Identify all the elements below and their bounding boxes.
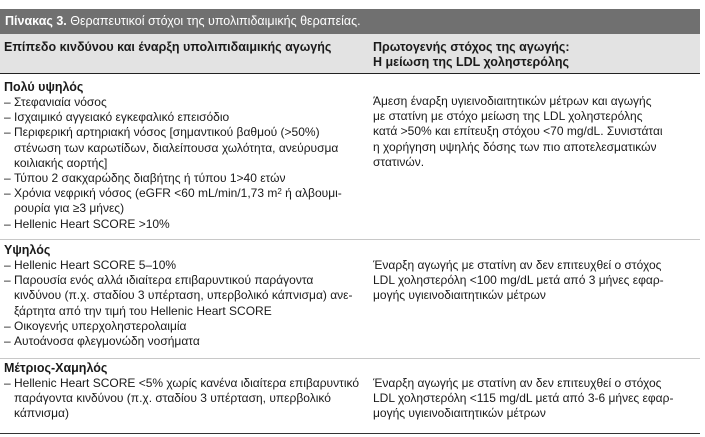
list-item: [4, 125, 364, 171]
list-item-text: – Hellenic Heart SCORE <5% χωρίς κανένα ιδιαίτερα επιβαρυντικό: [14, 376, 360, 390]
table-caption: [0, 9, 700, 34]
list-item-text: Στεφανιαία νόσος: [14, 95, 107, 109]
group-very-high-list: [4, 95, 364, 232]
list-item-text: παράγοντα κινδύνου (π.χ. σταδίου 3 υπέρταση, υπερβολικό: [14, 391, 331, 406]
group-title-very-high: Πολύ υψηλός: [4, 80, 84, 94]
table-header-row: [0, 34, 700, 74]
list-item: [4, 319, 364, 334]
table-caption-label: Πίνακας 3.: [5, 14, 67, 28]
list-item: [4, 110, 364, 125]
ckd-text-tail: ή αλβουμι-: [281, 186, 342, 201]
header-treatment-goal: [373, 40, 693, 70]
goal-line: LDL χοληστερόλη <100 mg/dL μετά από 3 μήνες εφαρ-: [373, 273, 664, 288]
list-item-text: κάπνισμα): [14, 406, 69, 421]
group-high-list: [4, 258, 364, 349]
group-divider: [0, 239, 700, 240]
list-item-text: Ισχαιμικό αγγειακό εγκεφαλικό επεισόδιο: [14, 110, 230, 125]
goal-line: μογής υγιεινοδιαιτητικών μέτρων: [373, 406, 546, 421]
header-goal-line-2: Η μείωση της LDL χοληστερόλης: [373, 55, 569, 69]
goal-line: μογής υγιεινοδιαιτητικών μέτρων: [373, 288, 546, 303]
list-item: [4, 376, 364, 422]
list-item-text: κοιλιακής αορτής]: [14, 155, 108, 170]
list-item: [4, 258, 364, 273]
goal-line: στατινών.: [373, 154, 425, 169]
list-item-text: κινδύνου (π.χ. σταδίου 3 υπέρταση, υπερβολικό κάπνισμα) ανε-: [14, 288, 353, 303]
header-risk-level: Επίπεδο κινδύνου και έναρξη υπολιπιδαιμικής αγωγής: [4, 40, 332, 54]
goal-line: η χορήγηση υψηλής δόσης των πιο αποτελεσματικών: [373, 139, 657, 154]
list-item-text: [14, 186, 364, 201]
list-item: [4, 273, 364, 319]
group-moderate-low-goal: [373, 376, 693, 422]
group-very-high-goal: [373, 94, 693, 170]
list-item-text: ξάρτητα από την τιμή του Hellenic Heart SCORE: [14, 303, 272, 318]
list-item-text: – Περιφερική αρτηριακή νόσος [σημαντικού βαθμού (>50%): [14, 125, 320, 140]
goal-line: με στατίνη με στόχο μείωση της LDL χοληστερόλης: [373, 109, 643, 124]
table-caption-text: Θεραπευτικοί στόχοι της υπολιπιδαιμικής θεραπείας.: [70, 14, 361, 28]
list-item: [4, 186, 364, 216]
list-item: [4, 217, 364, 232]
goal-line: LDL χοληστερόλη <115 mg/dL μετά από 3-6 μήνες εφαρ-: [373, 391, 674, 406]
list-item-text: Αυτοάνοσα φλεγμονώδη νοσήματα: [14, 334, 200, 349]
list-item-text: Hellenic Heart SCORE >10%: [14, 216, 170, 231]
list-item-text: [14, 201, 364, 216]
goal-line: Έναρξη αγωγής με στατίνη αν δεν επιτευχθεί ο στόχος: [373, 258, 662, 272]
list-item: [4, 334, 364, 349]
list-item-text: Hellenic Heart SCORE 5–10%: [14, 258, 177, 272]
ckd-text-head: ρ: [14, 201, 21, 216]
list-item-text: – Παρουσία ενός αλλά ιδιαίτερα επιβαρυντικού παράγοντα: [14, 273, 314, 288]
group-title-high: Υψηλός: [4, 243, 51, 257]
group-title-moderate-low: Μέτριος-Χαμηλός: [4, 361, 108, 375]
group-high-goal: [373, 258, 693, 304]
ckd-superscript: 2: [277, 187, 282, 197]
list-item: [4, 95, 364, 110]
list-item-text: στένωση των καρωτίδων, διαλείπουσα χωλότητα, ανεύρυσμα: [14, 140, 339, 155]
group-moderate-low-list: [4, 376, 364, 422]
goal-line: κατά >50% και επίτευξη στόχου <70 mg/dL. Συνιστάται: [373, 124, 663, 139]
group-divider: [0, 358, 700, 359]
table-bottom-rule: [0, 433, 700, 434]
list-item-text: Οικογενής υπερχοληστερολαιμία: [14, 318, 187, 333]
list-item: [4, 171, 364, 186]
list-item-text: Τύπου 2 σακχαρώδης διαβήτης ή τύπου 1>40 ετών: [14, 171, 286, 186]
goal-line: Άμεση έναρξη υγιεινοδιαιτητικών μέτρων και αγωγής: [373, 94, 652, 108]
goal-line: Έναρξη αγωγής με στατίνη αν δεν επιτευχθεί ο στόχος: [373, 376, 662, 390]
ckd-text: Χρόνια νεφρική νόσος (eGFR <60 mL/min/1,73 m: [14, 186, 278, 201]
header-goal-line-1: Πρωτογενής στόχος της αγωγής:: [373, 40, 570, 54]
ckd-text-cont: ουρία για ≥3 μήνες): [20, 201, 125, 216]
